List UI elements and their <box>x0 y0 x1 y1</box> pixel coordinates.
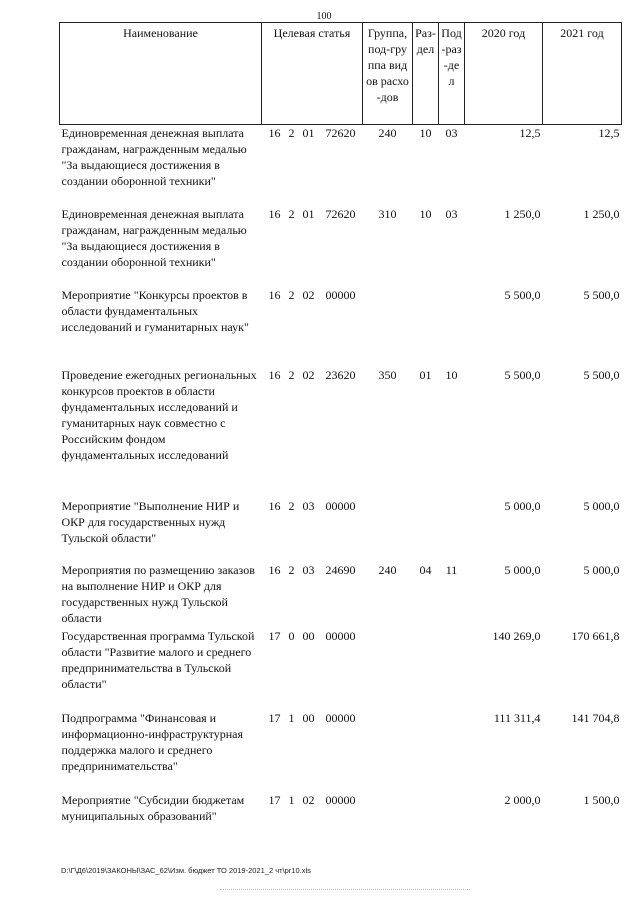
code-subprogram: 2 <box>288 498 295 513</box>
row-section <box>413 287 439 367</box>
row-target-code <box>262 792 363 842</box>
row-group: 240 <box>378 126 397 140</box>
row-target-code <box>262 562 363 628</box>
row-target-code <box>262 367 363 498</box>
row-subsection: 03 <box>445 126 458 140</box>
scan-artifact <box>220 889 470 891</box>
code-program: 17 <box>268 792 281 807</box>
row-target-code <box>262 498 363 562</box>
row-group <box>363 287 413 367</box>
row-amount-2020: 140 269,0 <box>492 628 541 643</box>
row-amount-2021: 12,5 <box>598 126 620 140</box>
row-group <box>363 628 413 710</box>
row-amount-2020: 5 000,0 <box>504 498 541 513</box>
row-amount-2021: 5 000,0 <box>583 562 620 577</box>
code-event: 00 <box>302 710 315 725</box>
code-program: 16 <box>268 126 281 140</box>
code-event: 02 <box>302 287 315 302</box>
table-row <box>60 562 622 628</box>
row-group <box>363 710 413 792</box>
row-name: Мероприятие "Конкурсы проектов в области фундаментальных исследований и гуманитарных наук" <box>61 287 249 334</box>
row-subsection: 10 <box>445 367 458 382</box>
code-event: 02 <box>302 792 315 807</box>
row-section: 10 <box>419 206 432 221</box>
row-amount-2021: 141 704,8 <box>571 710 620 725</box>
table-row <box>60 498 622 562</box>
row-subsection <box>439 628 465 710</box>
code-program: 17 <box>268 628 281 643</box>
code-direction: 23620 <box>325 367 356 382</box>
code-direction: 00000 <box>325 792 356 807</box>
row-name: Проведение ежегодных региональных конкурсов проектов в области фундаментальных исследований и гуманитарных наук совместно с Российским фондом фундаментальных исследований <box>61 367 257 462</box>
header-name: Наименование <box>60 23 262 125</box>
row-name: Государственная программа Тульской области "Развитие малого и среднего предпринимательства в Тульской области" <box>61 628 255 691</box>
header-group: Группа, под-группа видов расхо-дов <box>363 23 413 125</box>
code-subprogram: 2 <box>288 206 295 221</box>
row-section: 01 <box>419 367 432 382</box>
row-subsection <box>439 498 465 562</box>
row-amount-2020: 5 000,0 <box>504 562 541 577</box>
row-amount-2021: 170 661,8 <box>571 628 620 643</box>
header-section: Раз-дел <box>413 23 439 125</box>
code-subprogram: 2 <box>288 562 295 577</box>
header-2020: 2020 год <box>465 23 543 125</box>
code-event: 03 <box>302 498 315 513</box>
code-program: 16 <box>268 287 281 302</box>
row-section: 04 <box>419 562 432 577</box>
row-amount-2020: 5 500,0 <box>504 367 541 382</box>
row-name: Мероприятие "Субсидии бюджетам муниципальных образований" <box>61 792 245 823</box>
code-program: 16 <box>268 498 281 513</box>
row-section <box>413 628 439 710</box>
code-subprogram: 2 <box>288 367 295 382</box>
row-section: 10 <box>419 126 432 140</box>
page-number: 100 <box>316 11 332 22</box>
row-subsection <box>439 792 465 842</box>
row-name: Мероприятия по размещению заказов на выполнение НИР и ОКР для государственных нужд Тульской области <box>61 562 255 625</box>
row-section <box>413 710 439 792</box>
row-group <box>363 498 413 562</box>
table-row <box>60 710 622 792</box>
row-amount-2021: 5 000,0 <box>583 498 620 513</box>
row-group: 350 <box>378 367 397 382</box>
code-program: 16 <box>268 206 281 221</box>
header-2021: 2021 год <box>543 23 622 125</box>
code-event: 00 <box>302 628 315 643</box>
code-subprogram: 2 <box>288 287 295 302</box>
code-event: 03 <box>302 562 315 577</box>
code-program: 16 <box>268 562 281 577</box>
row-target-code <box>262 710 363 792</box>
code-subprogram: 0 <box>288 628 295 643</box>
code-subprogram: 1 <box>288 792 295 807</box>
code-subprogram: 2 <box>288 126 295 140</box>
row-amount-2021: 1 250,0 <box>583 206 620 221</box>
row-group <box>363 792 413 842</box>
table-row <box>60 206 622 287</box>
code-direction: 72620 <box>325 126 356 140</box>
file-path-footer: D:\Г\Д6\2019\ЗАКОНЫ\ЗАС_62\Изм. бюджет ТО 2019-2021_2 чт\pr10.xls <box>61 866 311 875</box>
row-name: Подпрограмма "Финансовая и информационно-инфраструктурная поддержка малого и среднего предпринимательства" <box>61 710 243 773</box>
code-event: 01 <box>302 126 315 140</box>
table-row <box>60 628 622 710</box>
row-amount-2020: 12,5 <box>519 126 541 140</box>
code-direction: 00000 <box>325 498 356 513</box>
code-direction: 24690 <box>325 562 356 577</box>
table-row <box>60 287 622 367</box>
header-subsection: Под-раз-дел <box>439 23 465 125</box>
row-subsection: 11 <box>445 562 458 577</box>
code-direction: 00000 <box>325 628 356 643</box>
table-header-row <box>60 23 622 125</box>
row-target-code <box>262 125 363 206</box>
table-row <box>60 125 622 206</box>
table-row <box>60 367 622 498</box>
code-program: 16 <box>268 367 281 382</box>
code-event: 02 <box>302 367 315 382</box>
code-program: 17 <box>268 710 281 725</box>
row-amount-2020: 1 250,0 <box>504 206 541 221</box>
row-name: Мероприятие "Выполнение НИР и ОКР для государственных нужд Тульской области" <box>61 498 240 545</box>
code-direction: 72620 <box>325 206 356 221</box>
row-group: 310 <box>378 206 397 221</box>
code-direction: 00000 <box>325 710 356 725</box>
row-amount-2021: 5 500,0 <box>583 367 620 382</box>
budget-table <box>59 22 622 842</box>
row-amount-2020: 5 500,0 <box>504 287 541 302</box>
code-subprogram: 1 <box>288 710 295 725</box>
row-section <box>413 498 439 562</box>
row-group: 240 <box>378 562 397 577</box>
row-name: Единовременная денежная выплата гражданам, награжденным медалью "За выдающиеся достижения в создании оборонной техники" <box>61 126 247 188</box>
row-subsection <box>439 710 465 792</box>
row-target-code <box>262 287 363 367</box>
row-amount-2020: 111 311,4 <box>493 710 541 725</box>
table-row <box>60 792 622 842</box>
row-target-code <box>262 628 363 710</box>
code-direction: 00000 <box>325 287 356 302</box>
row-amount-2021: 1 500,0 <box>583 792 620 807</box>
row-name: Единовременная денежная выплата гражданам, награжденным медалью "За выдающиеся достижения в создании оборонной техники" <box>61 206 247 269</box>
row-target-code <box>262 206 363 287</box>
row-subsection: 03 <box>445 206 458 221</box>
row-amount-2021: 5 500,0 <box>583 287 620 302</box>
table-body <box>60 125 622 842</box>
code-event: 01 <box>302 206 315 221</box>
header-target: Целевая статья <box>262 23 363 125</box>
row-amount-2020: 2 000,0 <box>504 792 541 807</box>
row-subsection <box>439 287 465 367</box>
row-section <box>413 792 439 842</box>
